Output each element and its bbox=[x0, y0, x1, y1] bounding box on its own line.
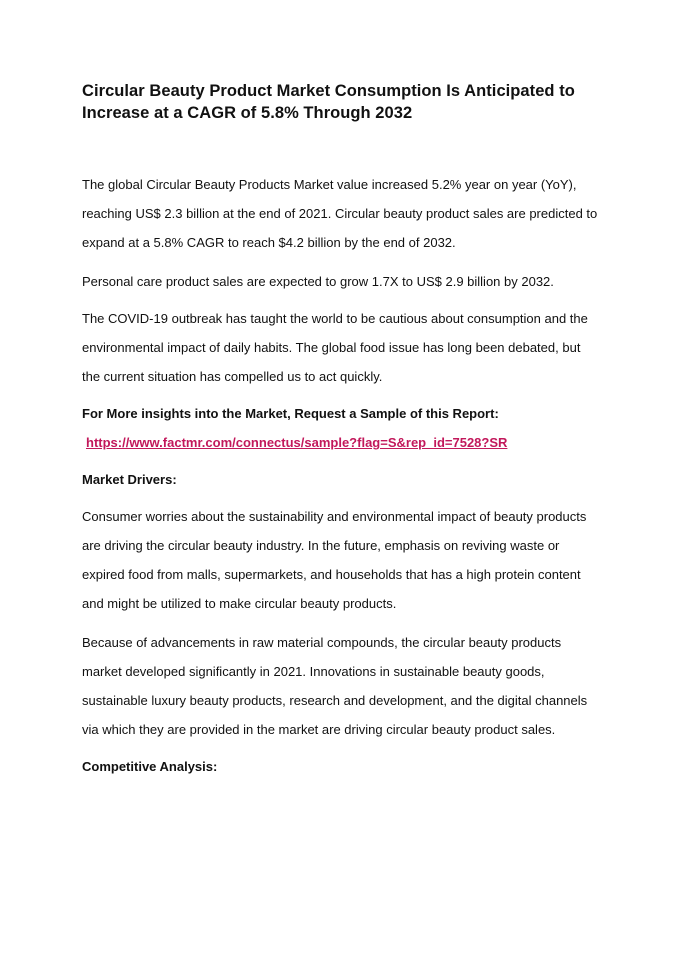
covid-paragraph: The COVID-19 outbreak has taught the world to be cautious about consumption and the environmental impact of daily habits. The global food issue has long been debated, but the current situation has compelled us to act quickly. bbox=[82, 311, 588, 384]
market-drivers-paragraph-1: Consumer worries about the sustainability and environmental impact of beauty products are driving the circular beauty industry. In the future, emphasis on reviving waste or expired food from malls, supermarkets, and households that has a high protein content and might be utilized to make circular beauty products. bbox=[82, 509, 587, 611]
intro-paragraph: The global Circular Beauty Products Market value increased 5.2% year on year (YoY), reaching US$ 2.3 billion at the end of 2021. Circular beauty product sales are predicted to expand at a 5.8% CAGR to reach $4.2 billion by the end of 2032. bbox=[82, 177, 598, 250]
document-title: Circular Beauty Product Market Consumption Is Anticipated to Increase at a CAGR of 5.8% Through 2032 bbox=[82, 82, 575, 122]
document-page bbox=[82, 80, 602, 781]
personal-care-paragraph: Personal care product sales are expected to grow 1.7X to US$ 2.9 billion by 2032. bbox=[82, 274, 554, 289]
market-drivers-heading: Market Drivers: bbox=[82, 472, 177, 487]
market-drivers-paragraph-2: Because of advancements in raw material compounds, the circular beauty products market developed significantly in 2021. Innovations in sustainable beauty goods, sustainable luxury beauty products, research and development, and the digital channels via which they are provided in the market are driving circular beauty product sales. bbox=[82, 635, 588, 737]
competitive-analysis-heading: Competitive Analysis: bbox=[82, 759, 218, 774]
sample-request-link[interactable]: https://www.factmr.com/connectus/sample?flag=S&rep_id=7528?SR bbox=[86, 435, 508, 450]
sample-request-label: For More insights into the Market, Request a Sample of this Report: bbox=[82, 406, 499, 421]
